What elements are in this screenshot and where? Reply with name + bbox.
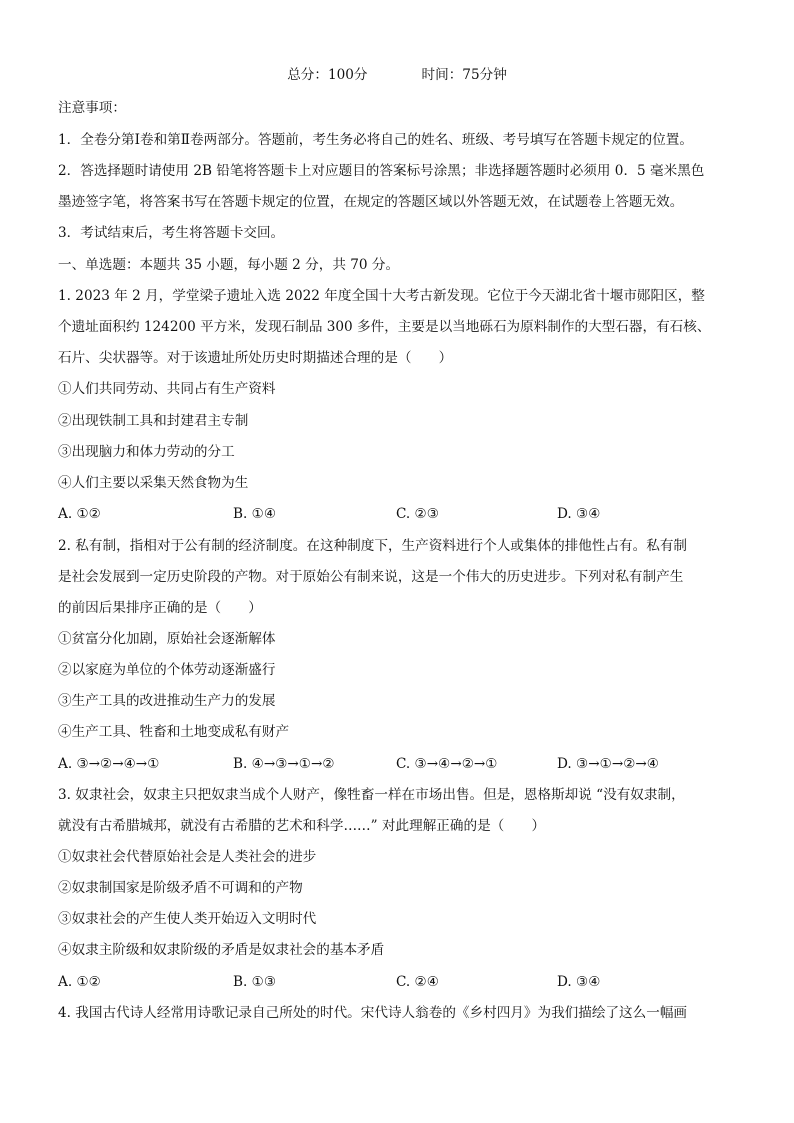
question-1-statement-4: ④人们主要以采集天然食物为生	[58, 475, 249, 491]
question-1-statement-3: ③出现脑力和体力劳动的分工	[58, 444, 235, 460]
question-2-statement-1: ①贫富分化加剧，原始社会逐渐解体	[58, 631, 276, 647]
question-3-statement-3: ③奴隶社会的产生使人类开始迈入文明时代	[58, 911, 317, 927]
question-3-option-b: B. ①③	[233, 974, 277, 990]
notice-item-2: 2．答选择题时请使用 2B 铅笔将答题卡上对应题目的答案标号涂黑；非选择题答题时必须用 0．5 毫米黑色	[58, 163, 705, 179]
exam-time: 时间：75分钟	[421, 67, 507, 83]
section-title: 一、单选题：本题共 35 小题，每小题 2 分，共 70 分。	[58, 257, 400, 273]
question-2-option-d: D. ③→①→②→④	[557, 756, 659, 772]
question-1-option-c: C. ②③	[396, 506, 439, 522]
question-3-line-1: 3. 奴隶社会，奴隶主只把奴隶当成个人财产，像牲畜一样在市场出售。但是，恩格斯却说 “没有奴隶制，	[58, 787, 685, 803]
question-3-line-2: 就没有古希腊城邦，就没有古希腊的艺术和科学……” 对此理解正确的是（ ）	[58, 818, 546, 834]
question-2-option-a: A. ③→②→④→①	[58, 756, 160, 772]
notice-title: 注意事项：	[58, 100, 126, 116]
question-3-statement-2: ②奴隶制国家是阶级矛盾不可调和的产物	[58, 880, 303, 896]
question-3-options	[58, 973, 748, 991]
question-1-statement-2: ②出现铁制工具和封建君主专制	[58, 413, 249, 429]
question-2-statement-3: ③生产工具的改进推动生产力的发展	[58, 693, 276, 709]
question-2-line-1: 2. 私有制，指相对于公有制的经济制度。在这种制度下，生产资料进行个人或集体的排他性占有。私有制	[58, 538, 688, 554]
question-2-statement-4: ④生产工具、牲畜和土地变成私有财产	[58, 724, 290, 740]
question-2-option-c: C. ③→④→②→①	[396, 756, 498, 772]
question-3-statement-4: ④奴隶主阶级和奴隶阶级的矛盾是奴隶社会的基本矛盾	[58, 942, 385, 958]
exam-header	[0, 66, 794, 84]
question-3-option-d: D. ③④	[557, 974, 601, 990]
question-1-line-2: 个遗址面积约 124200 平方米，发现石制品 300 多件，主要是以当地砾石为原料制作的大型石器，有石核、	[58, 319, 711, 335]
notice-item-1: 1．全卷分第Ⅰ卷和第Ⅱ卷两部分。答题前，考生务必将自己的姓名、班级、考号填写在答题卡规定的位置。	[58, 132, 693, 148]
question-1-statement-1: ①人们共同劳动、共同占有生产资料	[58, 381, 276, 397]
question-3-option-c: C. ②④	[396, 974, 439, 990]
question-3-statement-1: ①奴隶社会代替原始社会是人类社会的进步	[58, 849, 317, 865]
question-1-option-a: A. ①②	[58, 506, 101, 522]
question-1-option-d: D. ③④	[557, 506, 601, 522]
question-1-options	[58, 505, 748, 523]
question-2-line-3: 的前因后果排序正确的是（ ）	[58, 600, 262, 616]
question-2-option-b: B. ④→③→①→②	[233, 756, 335, 772]
question-2-line-2: 是社会发展到一定历史阶段的产物。对于原始公有制来说，这是一个伟大的历史进步。下列对私有制产生	[58, 569, 684, 585]
notice-item-2-cont: 墨迹签字笔，将答案书写在答题卡规定的位置，在规定的答题区域以外答题无效，在试题卷上答题无效。	[58, 194, 684, 210]
question-4-line-1: 4. 我国古代诗人经常用诗歌记录自己所处的时代。宋代诗人翁卷的《乡村四月》为我们描绘了这么一幅画	[58, 1005, 688, 1021]
question-1-line-3: 石片、尖状器等。对于该遗址所处历史时期描述合理的是（ ）	[58, 350, 453, 366]
question-2-statement-2: ②以家庭为单位的个体劳动逐渐盛行	[58, 662, 276, 678]
question-3-option-a: A. ①②	[58, 974, 101, 990]
question-1-option-b: B. ①④	[233, 506, 277, 522]
question-2-options	[58, 755, 748, 773]
notice-item-3: 3．考试结束后，考生将答题卡交回。	[58, 225, 285, 241]
question-1-line-1: 1. 2023 年 2 月，学堂梁子遗址入选 2022 年度全国十大考古新发现。它位于今天湖北省十堰市郧阳区，整	[58, 288, 705, 304]
total-score: 总分：100分	[287, 67, 368, 83]
